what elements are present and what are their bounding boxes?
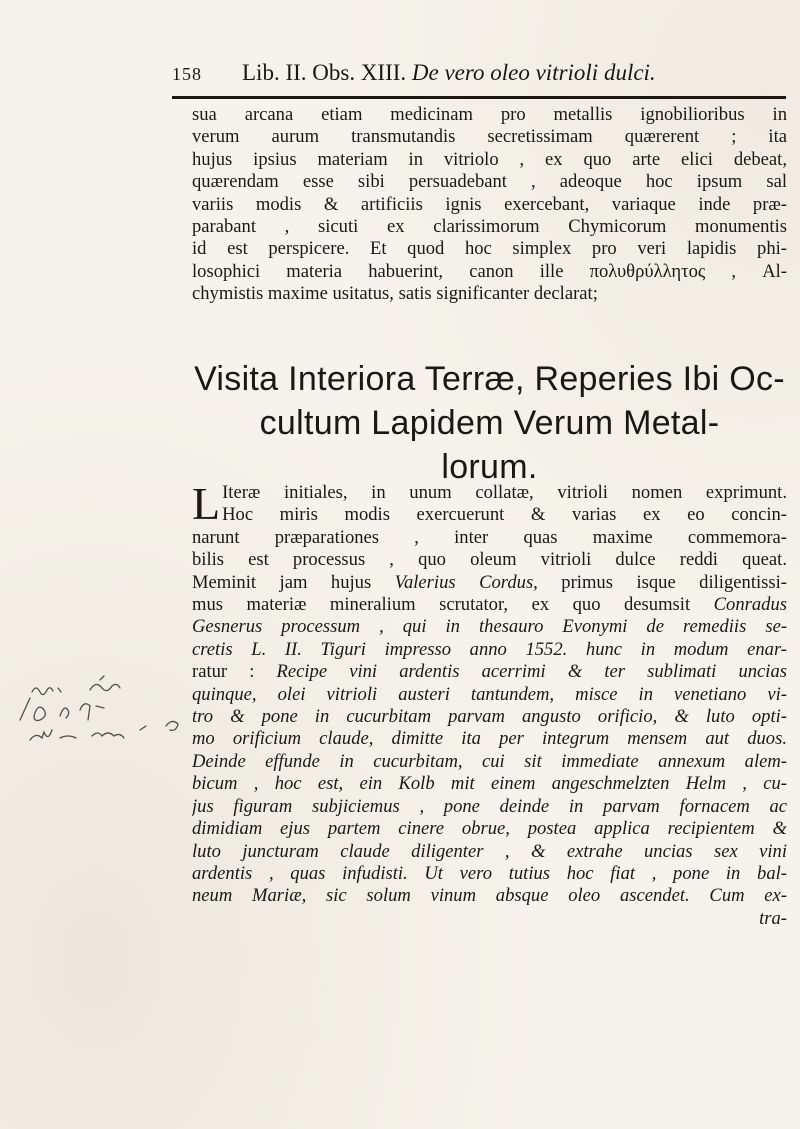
text-line: narunt præparationes , inter quas maxime commemora- [192,526,787,548]
text-line: chymistis maxime usitatus, satis significanter declarat; [192,283,598,305]
text-line: quærendam esse sibi persuadebant , adeoque hoc ipsum sal [192,171,787,193]
recipe-line: luto juncturam claude diligenter , & extrahe uncias sex vini [192,840,787,862]
text-line: parabant , sicuti ex clarissimorum Chymicorum monumentis [192,216,787,238]
author-name: Conradus [713,594,787,616]
paragraph-1 [192,104,787,306]
text-line: losophici materia habuerint, canon ille πολυθρύλλητος , Al- [192,260,787,282]
text-line: sua arcana etiam medicinam pro metallis ignobilioribus in [192,104,787,125]
handwritten-marginalia [0,660,200,750]
running-head-subject: De vero oleo vitrioli dulci. [411,60,656,85]
header-rule [172,96,786,99]
text-line: bilis est processus , quo oleum vitrioli dulce reddi queat. [192,549,787,571]
heading-line: lorum. [441,448,538,486]
running-head-title [242,60,656,86]
marginalia-scribble-icon [0,660,200,750]
author-name: Valerius Cordus, [394,571,538,593]
recipe-line: bicum , hoc est, ein Kolb mit einem angeschmelzten Helm , cu- [192,773,787,795]
recipe-line: tro & pone in cucurbitam parvam angusto orificio, & luto opti- [192,706,787,728]
text-line [192,616,787,638]
text-line: Hoc miris modis exercuerunt & varias ex eo concin- [222,504,787,526]
recipe-line: neum Mariæ, sic solum vinum absque oleo ascendet. Cum ex- [192,885,787,907]
text-line: Iteræ initiales, in unum collatæ, vitrioli nomen exprimunt. [222,482,787,503]
recipe-start: Recipe vini ardentis acerrimi & ter sublimati uncias [276,661,787,683]
text-line [192,661,787,683]
motto-heading [192,357,787,489]
text-line: verum aurum transmutandis secretissimam quærerent ; ita [192,126,787,148]
book-title: thesauro Evonymi de remediis se- [478,616,787,638]
page-number: 158 [172,64,202,84]
line-segment: Meminit jam hujus [192,571,372,593]
paragraph-2 [192,478,787,930]
line-segment: primus isque diligentissi- [537,571,787,593]
heading-line: cultum Lapidem Verum Metal- [259,404,720,442]
recipe-line: ardentis , quas infudisti. Ut vero tutius hoc fiat , pone in bal- [192,862,787,884]
running-head-section: Lib. II. Obs. XIII. [242,60,407,85]
text-line [192,572,787,594]
line-segment: ratur : [192,661,255,683]
recipe-line: quinque, olei vitrioli austeri tantundem, misce in venetiano vi- [192,683,787,705]
text-line: cretis L. II. Tiguri impresso anno 1552. hunc in modum enar- [192,638,787,660]
recipe-line: mo orificium claude, dimitte ita per integrum mensem aut duos. [192,728,787,750]
text-line: variis modis & artificiis ignis exercebant, variaque inde præ- [192,193,787,215]
text-line: id est perspicere. Et quod hoc simplex pro veri lapidis phi- [192,238,787,260]
drop-initial: L [192,478,221,529]
running-head [172,60,788,90]
recipe-line: Deinde effunde in cucurbitam, cui sit immediate annexum alem- [192,750,787,772]
line-segment: mus materiæ mineralium scrutator, ex quo desumsit [192,594,691,616]
heading-line: Visita Interiora Terræ, Reperies Ibi Oc- [194,360,785,398]
recipe-line: jus figuram subjiciemus , pone deinde in parvam fornacem ac [192,795,787,817]
text-line: hujus ipsius materiam in vitriolo , ex quo arte elici debeat, [192,148,787,170]
catchword: tra- [759,907,787,929]
line-segment: Gesnerus processum , qui in [192,616,460,638]
text-line [192,594,787,616]
recipe-line: dimidiam ejus partem cinere obrue, postea applica recipientem & [192,818,787,840]
